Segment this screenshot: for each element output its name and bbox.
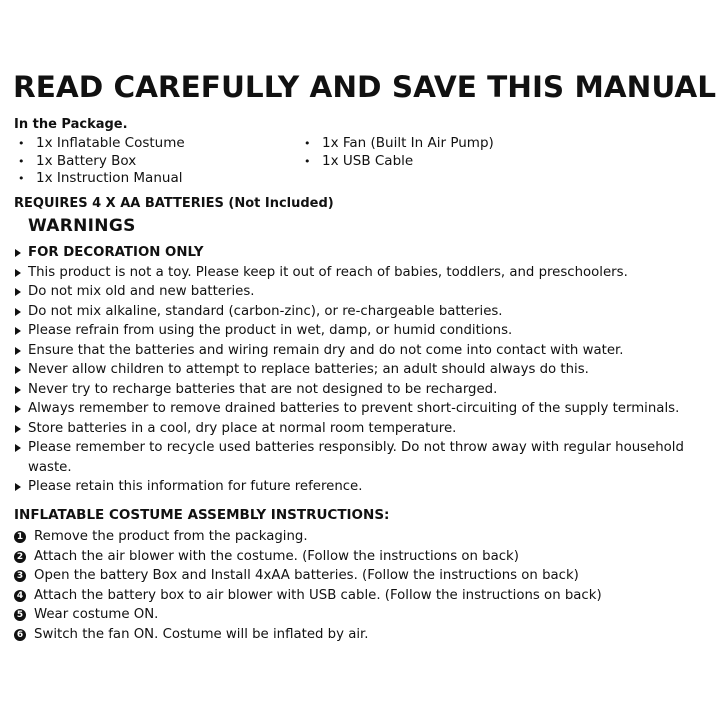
warning-item [14,341,714,361]
triangle-bullet-icon [15,366,21,374]
assembly-step [14,625,714,645]
package-item [14,170,185,188]
package-item-label: 1x Instruction Manual [36,170,183,186]
step-number-icon: 2 [14,551,26,563]
triangle-bullet-icon [15,308,21,316]
warning-item [14,360,714,380]
warning-text: Do not mix alkaline, standard (carbon-zinc), or re-chargeable batteries. [28,303,503,319]
assembly-step [14,586,714,606]
warning-text: Please refrain from using the product in wet, damp, or humid conditions. [28,323,513,338]
warning-text: Ensure that the batteries and wiring remain dry and do not come into contact with water. [28,342,624,358]
step-text: Attach the air blower with the costume. (Follow the instructions on back) [34,548,519,564]
assembly-step [14,547,714,567]
warning-item [14,438,714,477]
step-text: Remove the product from the packaging. [34,529,308,544]
warning-text: Never try to recharge batteries that are not designed to be recharged. [28,381,498,397]
package-list-right [300,135,494,170]
warning-text: Store batteries in a cool, dry place at normal room temperature. [28,420,457,436]
triangle-bullet-icon [15,425,21,433]
warning-text: Always remember to remove drained batteries to prevent short-circuiting of the supply terminals. [28,401,680,416]
triangle-bullet-icon [15,327,21,335]
package-item [300,153,494,171]
bullet-icon: • [18,154,25,168]
step-text: Attach the battery box to air blower with USB cable. (Follow the instructions on back) [34,587,602,603]
assembly-heading: INFLATABLE COSTUME ASSEMBLY INSTRUCTIONS: [14,507,390,523]
assembly-step [14,566,714,586]
warning-text: Never allow children to attempt to replace batteries; an adult should always do this. [28,362,589,377]
triangle-bullet-icon [15,269,21,277]
warning-text: Please remember to recycle used batteries responsibly. Do not throw away with regular household waste. [28,440,684,475]
warning-item [14,399,714,419]
triangle-bullet-icon [15,405,21,413]
warning-text: This product is not a toy. Please keep it out of reach of babies, toddlers, and preschoolers. [28,264,628,280]
warning-item [14,419,714,439]
package-item-label: 1x Inflatable Costume [36,135,185,151]
triangle-bullet-icon [15,288,21,296]
step-number-icon: 6 [14,629,26,641]
warning-text: Do not mix old and new batteries. [28,284,255,299]
triangle-bullet-icon [15,347,21,355]
warning-item [14,243,714,263]
warning-text: FOR DECORATION ONLY [28,245,204,260]
package-item-label: 1x USB Cable [322,152,414,169]
warning-item [14,282,714,302]
warning-item [14,321,714,341]
page-title: READ CAREFULLY AND SAVE THIS MANUAL [13,70,717,104]
package-heading: In the Package. [14,117,128,132]
step-text: Open the battery Box and Install 4xAA batteries. (Follow the instructions on back) [34,568,579,583]
warning-item [14,477,714,497]
battery-requirement: REQUIRES 4 X AA BATTERIES (Not Included) [14,196,334,211]
package-item-label: 1x Battery Box [36,152,137,169]
bullet-icon: • [304,154,311,168]
package-item [14,153,185,171]
package-list-left [14,135,185,188]
triangle-bullet-icon [15,483,21,491]
triangle-bullet-icon [15,444,21,452]
package-item [300,135,494,153]
step-number-icon: 3 [14,570,26,582]
step-text: Switch the fan ON. Costume will be inflated by air. [34,626,369,642]
package-item-label: 1x Fan (Built In Air Pump) [322,135,494,151]
step-number-icon: 4 [14,590,26,602]
warnings-list [14,243,714,497]
step-text: Wear costume ON. [34,607,159,622]
warning-text: Please retain this information for future reference. [28,479,363,494]
bullet-icon: • [304,137,311,150]
warnings-heading: WARNINGS [28,216,136,236]
step-number-icon: 1 [14,531,26,543]
warning-item [14,380,714,400]
bullet-icon: • [18,137,25,150]
assembly-step [14,605,714,625]
package-item [14,135,185,153]
assembly-steps-list [14,527,714,644]
triangle-bullet-icon [15,249,21,257]
assembly-step [14,527,714,547]
step-number-icon: 5 [14,609,26,621]
warning-item [14,302,714,322]
triangle-bullet-icon [15,386,21,394]
warning-item [14,263,714,283]
bullet-icon: • [18,172,25,185]
